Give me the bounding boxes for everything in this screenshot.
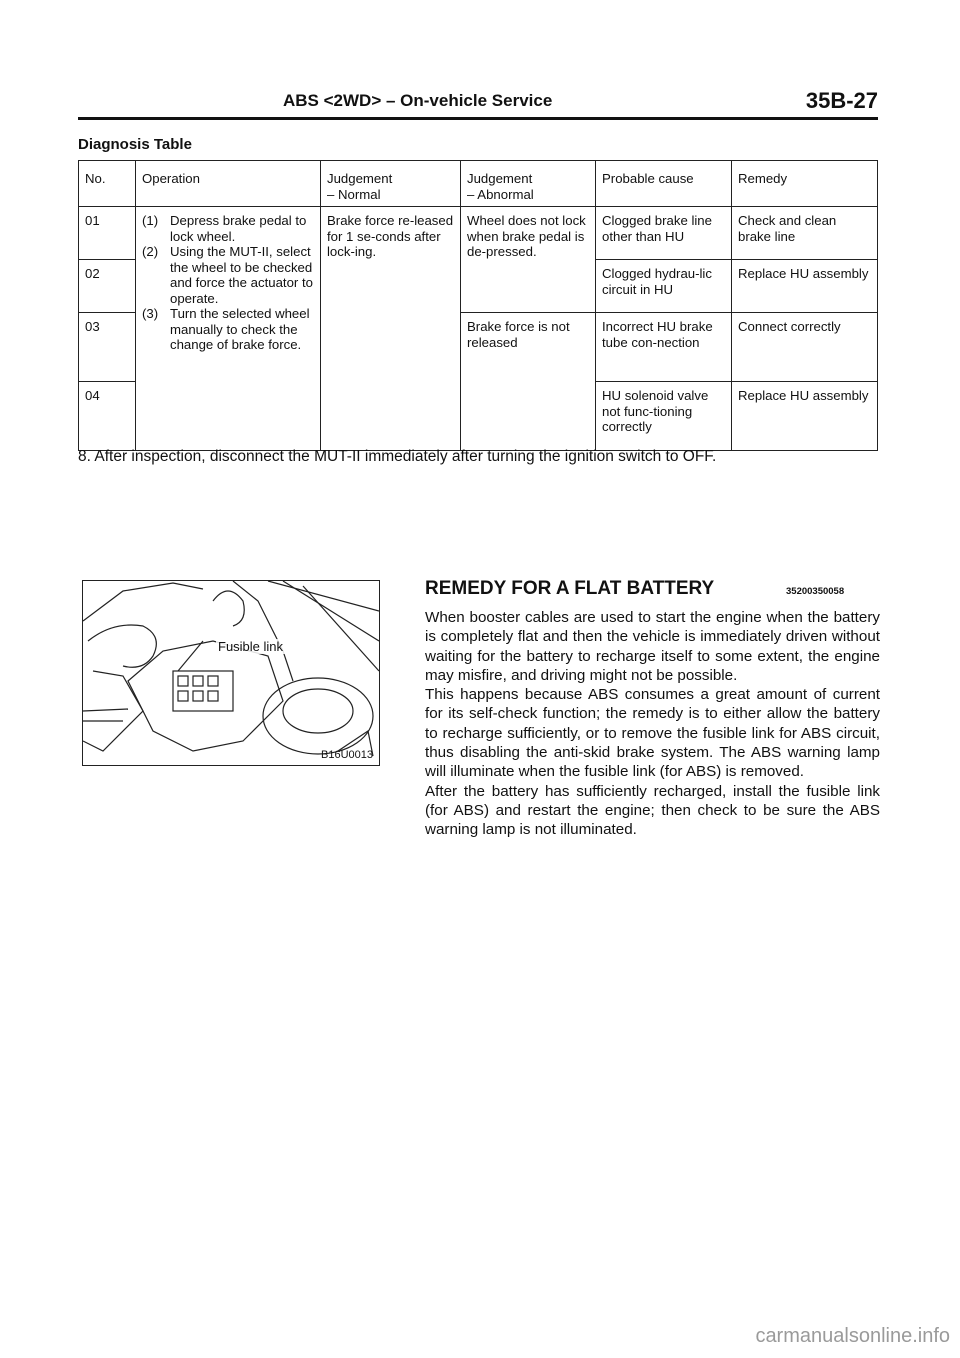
column-header-operation: Operation [136,161,321,207]
remedy-paragraph: After the battery has sufficiently recharged, install the fusible link (for ABS) and restart the engine; then check to be sure the ABS warning lamp is not illuminated. [425,782,880,839]
operation-step [142,244,314,306]
column-header-no: No. [79,161,136,207]
operation-step-number: (1) [142,213,159,228]
page-title: ABS <2WD> – On-vehicle Service [283,91,553,110]
probable-cause-cell: Incorrect HU brake tube con-nection [596,313,732,382]
probable-cause-cell: Clogged hydrau-lic circuit in HU [596,260,732,313]
operation-step [142,213,314,244]
row-number: 02 [79,260,136,313]
engine-bay-illustration [83,581,379,765]
probable-cause-cell: HU solenoid valve not func-tioning correctly [596,382,732,451]
remedy-paragraph: This happens because ABS consumes a great amount of current for its self-check function; the remedy is to either allow the battery to recharge sufficiently, or to remove the fusible link for ABS circuit, thus disabling the anti-skid brake system. The ABS warning lamp will illuminate when the fusible link (for ABS) is removed. [425,686,880,781]
remedy-cell: Connect correctly [732,313,878,382]
remedy-heading: REMEDY FOR A FLAT BATTERY [425,578,715,599]
operation-step-number: (3) [142,306,159,321]
judgement-abnormal-cell: Brake force is not released [461,313,596,451]
row-number: 03 [79,313,136,382]
operation-step-text: Turn the selected wheel manually to check the change of brake force. [170,306,310,352]
page-header [78,88,878,118]
page-number: 35B-27 [805,88,878,113]
column-header-remedy: Remedy [732,161,878,207]
operation-step [142,306,314,353]
operation-cell [136,207,321,451]
diagnosis-table [78,160,878,451]
figure-code: B16U0013 [321,749,373,761]
column-header-judgement-abnormal: Judgement – Abnormal [461,161,596,207]
remedy-body [425,608,880,840]
step-note: 8. After inspection, disconnect the MUT-II immediately after turning the ignition switch to OFF. [78,448,717,465]
operation-step-text: Using the MUT-II, select the wheel to be checked and force the actuator to operate. [170,244,313,306]
remedy-reference-code: 35200350058 [786,586,845,597]
figure-callout: Fusible link [218,639,284,654]
table-header-row [79,161,878,207]
judgement-abnormal-cell: Wheel does not lock when brake pedal is de-pressed. [461,207,596,313]
footer-watermark: carmanualsonline.info [755,1325,950,1347]
section-title: Diagnosis Table [78,136,192,153]
remedy-paragraph: When booster cables are used to start the engine when the battery is completely flat and then the vehicle is immediately driven without waiting for the battery to recharge itself to some extent, the engine may misfire, and driving might not be possible. [425,609,880,684]
row-number: 01 [79,207,136,260]
probable-cause-cell: Clogged brake line other than HU [596,207,732,260]
header-rule [78,117,878,120]
row-number: 04 [79,382,136,451]
column-header-probable-cause: Probable cause [596,161,732,207]
remedy-cell: Check and clean brake line [732,207,878,260]
column-header-judgement-normal: Judgement – Normal [321,161,461,207]
remedy-cell: Replace HU assembly [732,382,878,451]
operation-step-number: (2) [142,244,159,259]
engine-bay-figure [82,580,380,766]
remedy-cell: Replace HU assembly [732,260,878,313]
operation-step-text: Depress brake pedal to lock wheel. [170,213,307,244]
table-row [79,207,878,260]
judgement-normal-cell: Brake force re-leased for 1 se-conds after lock-ing. [321,207,461,451]
